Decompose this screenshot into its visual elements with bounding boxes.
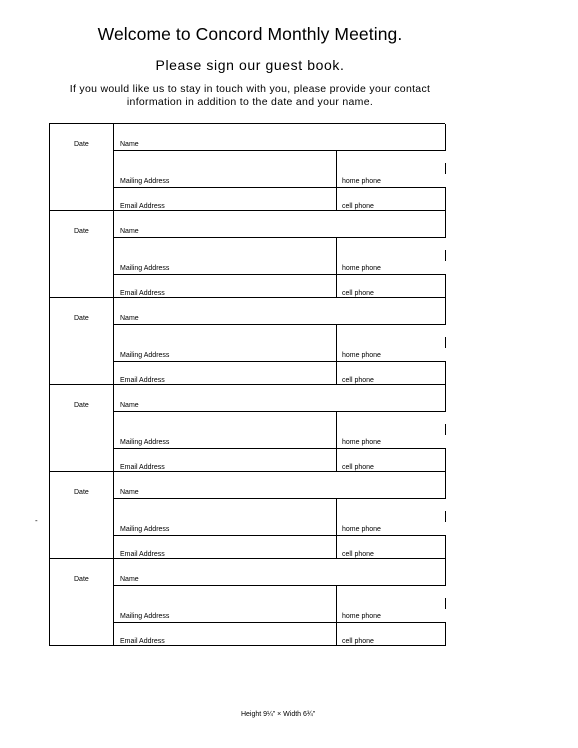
right-border — [445, 598, 446, 609]
right-border — [445, 274, 446, 298]
entry-bottom-line — [49, 645, 446, 646]
email-address-label: Email Address — [120, 464, 165, 471]
phone-column-divider — [336, 324, 337, 385]
page-title: Welcome to Concord Monthly Meeting. — [97, 24, 403, 44]
name-row-line — [113, 150, 446, 151]
guest-entry — [50, 385, 446, 472]
email-address-label: Email Address — [120, 290, 165, 297]
email-address-label: Email Address — [120, 203, 165, 210]
address-row-line — [113, 274, 446, 275]
guest-entry — [50, 211, 446, 298]
guest-entry — [50, 124, 446, 211]
right-border — [445, 163, 446, 174]
guest-entry — [50, 559, 446, 646]
date-column-divider — [113, 559, 114, 646]
right-border — [445, 472, 446, 498]
cell-phone-label: cell phone — [342, 377, 374, 384]
date-label: Date — [74, 489, 89, 496]
name-label: Name — [120, 489, 139, 496]
phone-column-divider — [336, 150, 337, 211]
address-row-line — [113, 187, 446, 188]
guest-book-table — [49, 123, 445, 645]
instructions-text: If you would like us to stay in touch with you, please provide your contact information in addition to the date and your name. — [69, 83, 431, 108]
date-column-divider — [113, 211, 114, 298]
right-border — [445, 559, 446, 585]
cell-phone-label: cell phone — [342, 464, 374, 471]
right-border — [445, 622, 446, 646]
mailing-address-label: Mailing Address — [120, 439, 170, 446]
address-row-line — [113, 361, 446, 362]
right-border — [445, 337, 446, 348]
margin-mark: - — [35, 516, 38, 525]
home-phone-label: home phone — [342, 352, 381, 359]
mailing-address-label: Mailing Address — [120, 352, 170, 359]
name-label: Name — [120, 228, 139, 235]
phone-column-divider — [336, 411, 337, 472]
name-row-line — [113, 498, 446, 499]
home-phone-label: home phone — [342, 439, 381, 446]
home-phone-label: home phone — [342, 265, 381, 272]
right-border — [445, 511, 446, 522]
right-border — [445, 211, 446, 237]
date-column-divider — [113, 298, 114, 385]
mailing-address-label: Mailing Address — [120, 526, 170, 533]
phone-column-divider — [336, 237, 337, 298]
right-border — [445, 298, 446, 324]
home-phone-label: home phone — [342, 526, 381, 533]
right-border — [445, 187, 446, 211]
phone-column-divider — [336, 585, 337, 646]
address-row-line — [113, 448, 446, 449]
name-label: Name — [120, 402, 139, 409]
right-border — [445, 361, 446, 385]
name-row-line — [113, 324, 446, 325]
right-border — [445, 424, 446, 435]
name-label: Name — [120, 315, 139, 322]
name-row-line — [113, 585, 446, 586]
email-address-label: Email Address — [120, 377, 165, 384]
right-border — [445, 385, 446, 411]
right-border — [445, 535, 446, 559]
right-border — [445, 448, 446, 472]
guest-entry — [50, 298, 446, 385]
cell-phone-label: cell phone — [342, 290, 374, 297]
mailing-address-label: Mailing Address — [120, 613, 170, 620]
guest-entry — [50, 472, 446, 559]
date-label: Date — [74, 576, 89, 583]
right-border — [445, 124, 446, 150]
date-label: Date — [74, 402, 89, 409]
email-address-label: Email Address — [120, 638, 165, 645]
address-row-line — [113, 622, 446, 623]
home-phone-label: home phone — [342, 178, 381, 185]
date-column-divider — [113, 472, 114, 559]
page-subtitle: Please sign our guest book. — [155, 57, 345, 73]
page-dimensions-footer: Height 9¼” × Width 6¾” — [240, 711, 316, 718]
date-label: Date — [74, 141, 89, 148]
home-phone-label: home phone — [342, 613, 381, 620]
name-label: Name — [120, 141, 139, 148]
address-row-line — [113, 535, 446, 536]
date-label: Date — [74, 315, 89, 322]
right-border — [445, 250, 446, 261]
date-label: Date — [74, 228, 89, 235]
date-column-divider — [113, 124, 114, 211]
name-label: Name — [120, 576, 139, 583]
name-row-line — [113, 411, 446, 412]
cell-phone-label: cell phone — [342, 203, 374, 210]
cell-phone-label: cell phone — [342, 551, 374, 558]
mailing-address-label: Mailing Address — [120, 178, 170, 185]
mailing-address-label: Mailing Address — [120, 265, 170, 272]
email-address-label: Email Address — [120, 551, 165, 558]
name-row-line — [113, 237, 446, 238]
cell-phone-label: cell phone — [342, 638, 374, 645]
date-column-divider — [113, 385, 114, 472]
phone-column-divider — [336, 498, 337, 559]
